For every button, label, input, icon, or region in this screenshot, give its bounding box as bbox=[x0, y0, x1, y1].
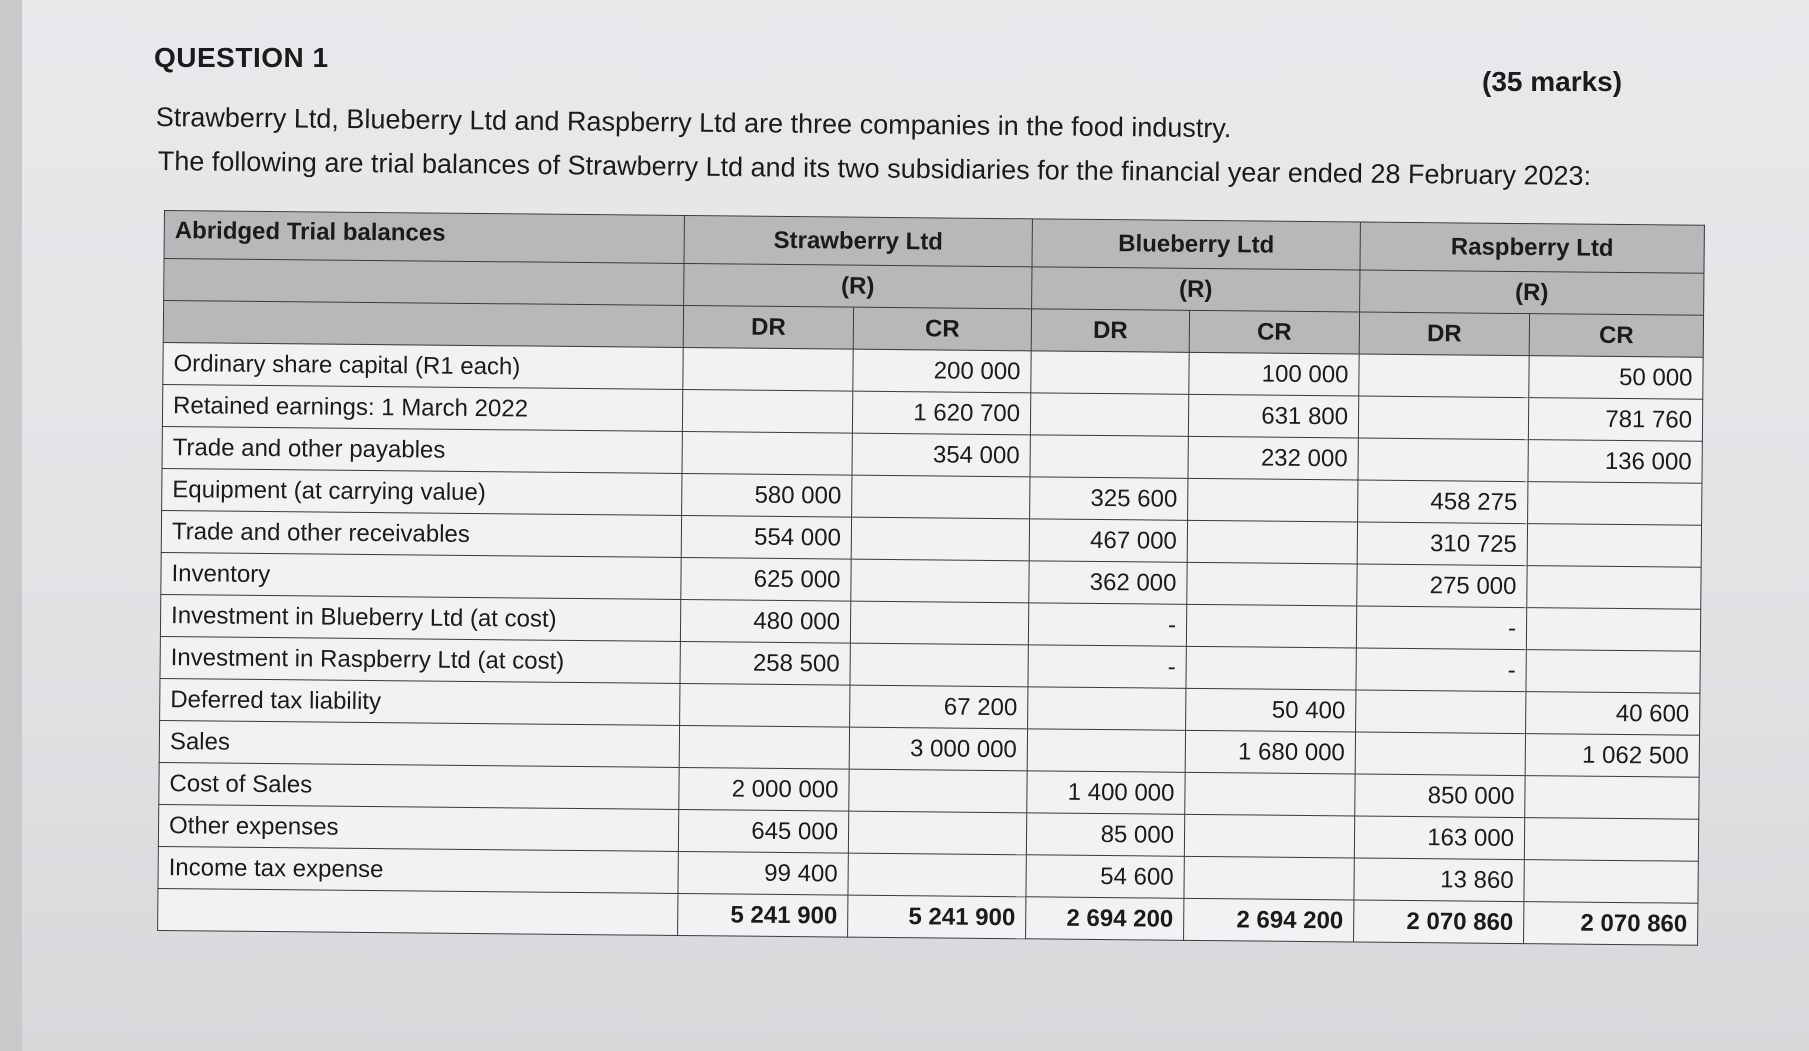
amount-cell: 67 200 bbox=[850, 685, 1028, 729]
amount-cell bbox=[1184, 856, 1354, 900]
header-company-strawberry: Strawberry Ltd bbox=[684, 215, 1032, 266]
question-title: QUESTION 1 bbox=[154, 42, 329, 73]
amount-cell bbox=[1356, 690, 1526, 734]
header-cr: CR bbox=[1189, 310, 1359, 354]
amount-cell: 50 400 bbox=[1186, 688, 1356, 732]
row-label: Trade and other receivables bbox=[161, 510, 681, 557]
amount-cell bbox=[1358, 396, 1528, 440]
amount-cell: 467 000 bbox=[1029, 519, 1187, 563]
row-label: Sales bbox=[159, 720, 679, 767]
row-label: Income tax expense bbox=[158, 846, 678, 893]
amount-cell: 1 400 000 bbox=[1027, 771, 1185, 815]
amount-cell bbox=[1028, 687, 1186, 731]
amount-cell bbox=[1524, 818, 1698, 862]
total-cell: 5 241 900 bbox=[678, 893, 848, 937]
amount-cell: 136 000 bbox=[1528, 440, 1702, 484]
amount-cell bbox=[682, 389, 852, 433]
amount-cell bbox=[848, 853, 1026, 897]
amount-cell bbox=[1184, 814, 1354, 858]
amount-cell bbox=[852, 475, 1030, 519]
amount-cell bbox=[1358, 438, 1528, 482]
trial-balance-container bbox=[157, 210, 1705, 946]
amount-cell: 13 860 bbox=[1354, 858, 1524, 902]
amount-cell bbox=[1527, 566, 1701, 610]
amount-cell: 100 000 bbox=[1189, 352, 1359, 396]
amount-cell: 781 760 bbox=[1528, 398, 1702, 442]
amount-cell bbox=[1525, 776, 1699, 820]
amount-cell bbox=[848, 811, 1026, 855]
amount-cell bbox=[1528, 482, 1702, 526]
intro-text-line-2: The following are trial balances of Strawberry Ltd and its two subsidiaries for the financial year ended 28 February 2023: bbox=[157, 146, 1592, 192]
amount-cell bbox=[1030, 435, 1188, 479]
row-label: Other expenses bbox=[158, 804, 678, 851]
header-dr: DR bbox=[683, 305, 853, 349]
header-blank bbox=[164, 259, 684, 306]
header-corner-label: Abridged Trial balances bbox=[164, 211, 684, 264]
amount-cell: 232 000 bbox=[1188, 436, 1358, 480]
row-label: Retained earnings: 1 March 2022 bbox=[162, 384, 682, 431]
amount-cell bbox=[1188, 478, 1358, 522]
amount-cell: 200 000 bbox=[853, 349, 1031, 393]
amount-cell bbox=[1030, 393, 1188, 437]
document-page bbox=[22, 0, 1809, 1051]
intro-text-line-1: Strawberry Ltd, Blueberry Ltd and Raspberry Ltd are three companies in the food industry. bbox=[155, 102, 1232, 144]
amount-cell: 258 500 bbox=[680, 641, 850, 685]
amount-cell: 50 000 bbox=[1529, 356, 1703, 400]
amount-cell bbox=[1355, 732, 1525, 776]
amount-cell: 625 000 bbox=[681, 557, 851, 601]
amount-cell: 85 000 bbox=[1026, 813, 1184, 857]
header-dr: DR bbox=[1359, 312, 1529, 356]
amount-cell bbox=[1526, 650, 1700, 694]
amount-cell: 1 620 700 bbox=[852, 391, 1030, 435]
row-label: Cost of Sales bbox=[159, 762, 679, 809]
row-label: Ordinary share capital (R1 each) bbox=[163, 342, 683, 389]
amount-cell bbox=[679, 725, 849, 769]
amount-cell: 458 275 bbox=[1358, 480, 1528, 524]
amount-cell: - bbox=[1028, 645, 1186, 689]
amount-cell: - bbox=[1356, 648, 1526, 692]
question-marks: (35 marks) bbox=[1482, 66, 1623, 97]
amount-cell bbox=[851, 559, 1029, 603]
row-label: Investment in Blueberry Ltd (at cost) bbox=[160, 594, 680, 641]
amount-cell bbox=[680, 683, 850, 727]
trial-balance-body bbox=[158, 342, 1704, 945]
header-cr: CR bbox=[1529, 314, 1703, 358]
amount-cell bbox=[1527, 524, 1701, 568]
amount-cell bbox=[851, 517, 1029, 561]
amount-cell bbox=[1359, 354, 1529, 398]
amount-cell: 2 000 000 bbox=[679, 767, 849, 811]
amount-cell: 554 000 bbox=[681, 515, 851, 559]
amount-cell: - bbox=[1028, 603, 1186, 647]
amount-cell: 1 062 500 bbox=[1525, 734, 1699, 778]
amount-cell: 480 000 bbox=[680, 599, 850, 643]
amount-cell: 645 000 bbox=[678, 809, 848, 853]
header-currency: (R) bbox=[1360, 270, 1704, 315]
amount-cell: 3 000 000 bbox=[849, 727, 1027, 771]
amount-cell bbox=[1186, 646, 1356, 690]
amount-cell bbox=[849, 769, 1027, 813]
amount-cell bbox=[1027, 729, 1185, 773]
header-company-raspberry: Raspberry Ltd bbox=[1360, 222, 1704, 273]
amount-cell: 354 000 bbox=[852, 433, 1030, 477]
header-currency: (R) bbox=[1032, 267, 1360, 312]
amount-cell: 54 600 bbox=[1026, 855, 1184, 899]
total-cell: 5 241 900 bbox=[848, 895, 1026, 939]
amount-cell bbox=[1524, 860, 1698, 904]
header-company-blueberry: Blueberry Ltd bbox=[1032, 219, 1360, 270]
amount-cell bbox=[850, 643, 1028, 687]
row-label: Deferred tax liability bbox=[160, 678, 680, 725]
amount-cell: 310 725 bbox=[1357, 522, 1527, 566]
amount-cell: 163 000 bbox=[1354, 816, 1524, 860]
header-dr: DR bbox=[1031, 309, 1189, 353]
amount-cell: 631 800 bbox=[1188, 394, 1358, 438]
amount-cell bbox=[1187, 520, 1357, 564]
amount-cell: 99 400 bbox=[678, 851, 848, 895]
amount-cell: 850 000 bbox=[1355, 774, 1525, 818]
amount-cell bbox=[850, 601, 1028, 645]
amount-cell: 40 600 bbox=[1526, 692, 1700, 736]
trial-balance-table bbox=[157, 210, 1705, 946]
amount-cell bbox=[1526, 608, 1700, 652]
amount-cell: 325 600 bbox=[1030, 477, 1188, 521]
amount-cell: 362 000 bbox=[1029, 561, 1187, 605]
amount-cell: 275 000 bbox=[1357, 564, 1527, 608]
row-label: Trade and other payables bbox=[162, 426, 682, 473]
amount-cell: 580 000 bbox=[682, 473, 852, 517]
amount-cell bbox=[1031, 351, 1189, 395]
amount-cell bbox=[1185, 772, 1355, 816]
amount-cell bbox=[683, 347, 853, 391]
total-cell: 2 070 860 bbox=[1354, 900, 1524, 944]
amount-cell bbox=[682, 431, 852, 475]
row-label: Equipment (at carrying value) bbox=[162, 468, 682, 515]
row-label: Inventory bbox=[161, 552, 681, 599]
amount-cell bbox=[1186, 604, 1356, 648]
total-cell: 2 694 200 bbox=[1026, 897, 1184, 941]
total-cell: 2 694 200 bbox=[1184, 898, 1354, 942]
header-blank bbox=[163, 301, 683, 348]
amount-cell: 1 680 000 bbox=[1185, 730, 1355, 774]
header-currency: (R) bbox=[684, 263, 1032, 308]
row-label: Investment in Raspberry Ltd (at cost) bbox=[160, 636, 680, 683]
total-cell: 2 070 860 bbox=[1524, 902, 1698, 946]
header-cr: CR bbox=[853, 307, 1031, 351]
amount-cell: - bbox=[1356, 606, 1526, 650]
totals-label-blank bbox=[158, 888, 678, 935]
amount-cell bbox=[1187, 562, 1357, 606]
